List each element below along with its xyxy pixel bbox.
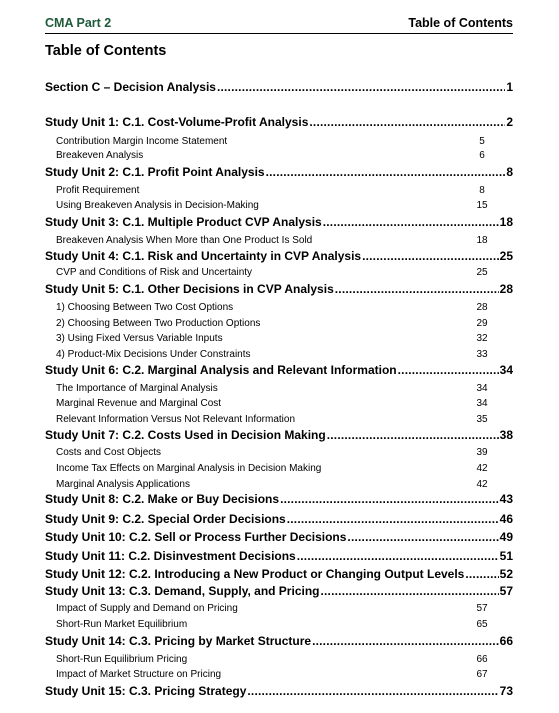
toc-entry-label: Section C – Decision Analysis [45,80,216,94]
dot-leader [323,215,499,229]
running-header [45,16,513,34]
toc-entry-page-number: 46 [499,512,513,526]
toc-entry-label: Breakeven Analysis [56,150,144,161]
toc-entry-minor[interactable] [45,150,513,161]
toc-entry-major[interactable] [45,215,513,229]
toc-entry-minor[interactable] [45,136,513,147]
page-title: Table of Contents [45,43,167,59]
toc-entry-page-number: 66 [476,654,488,665]
toc-entry-label: Impact of Market Structure on Pricing [56,669,222,680]
toc-entry-label: Relevant Information Versus Not Relevant Information [56,414,296,425]
toc-entry-minor[interactable] [45,200,513,211]
toc-entry-minor[interactable] [45,479,513,490]
toc-entry-page-number: 8 [506,165,513,179]
toc-entry-page-number: 25 [499,249,513,263]
toc-entry-page-number: 51 [499,549,513,563]
toc-entry-major[interactable] [45,363,513,377]
toc-entry-page-number: 57 [499,584,513,598]
toc-entry-page-number: 25 [476,267,488,278]
toc-entry-minor[interactable] [45,318,513,329]
header-course-name: CMA Part 2 [45,16,112,30]
toc-entry-minor[interactable] [45,447,513,458]
toc-entry-label: CVP and Conditions of Risk and Uncertainty [56,267,253,278]
toc-entry-major[interactable] [45,80,513,94]
toc-entry-label: Study Unit 7: C.2. Costs Used in Decision Making [45,428,326,442]
toc-entry-label: Breakeven Analysis When More than One Product Is Sold [56,235,313,246]
toc-entry-label: Income Tax Effects on Marginal Analysis in Decision Making [56,463,322,474]
toc-entry-page-number: 42 [476,463,488,474]
toc-entry-minor[interactable] [45,267,513,278]
toc-entry-label: Marginal Analysis Applications [56,479,190,490]
toc-entry-minor[interactable] [45,414,513,425]
dot-leader [297,549,499,563]
toc-entry-page-number: 66 [499,634,513,648]
toc-entry-label: 4) Product-Mix Decisions Under Constraints [56,349,251,360]
toc-entry-label: Impact of Supply and Demand on Pricing [56,603,238,614]
toc-entry-label: Costs and Cost Objects [56,447,162,458]
toc-entry-label: Short-Run Equilibrium Pricing [56,654,188,665]
toc-entry-page-number: 43 [499,492,513,506]
toc-entry-page-number: 67 [476,669,488,680]
dot-leader [347,530,498,544]
toc-entry-label: Study Unit 14: C.3. Pricing by Market Structure [45,634,312,648]
toc-entry-page-number: 1 [506,80,513,94]
toc-entry-label: The Importance of Marginal Analysis [56,383,218,394]
toc-entry-minor[interactable] [45,669,513,680]
dot-leader [320,584,498,598]
toc-entry-minor[interactable] [45,185,513,196]
toc-entry-major[interactable] [45,512,513,526]
toc-entry-page-number: 34 [476,383,488,394]
toc-entry-major[interactable] [45,549,513,563]
toc-entry-label: Study Unit 8: C.2. Make or Buy Decisions [45,492,280,506]
toc-entry-major[interactable] [45,530,513,544]
dot-leader [312,634,499,648]
toc-entry-major[interactable] [45,684,513,698]
toc-entry-page-number: 57 [476,603,488,614]
toc-entry-label: Study Unit 3: C.1. Multiple Product CVP Analysis [45,215,322,229]
toc-entry-page-number: 49 [499,530,513,544]
toc-entry-label: Marginal Revenue and Marginal Cost [56,398,222,409]
header-section-name: Table of Contents [408,16,513,30]
dot-leader [217,80,505,94]
toc-entry-page-number: 18 [499,215,513,229]
dot-leader [247,684,498,698]
toc-entry-page-number: 5 [479,136,485,147]
toc-entry-label: Study Unit 6: C.2. Marginal Analysis and Relevant Information [45,363,397,377]
toc-entry-major[interactable] [45,428,513,442]
toc-entry-label: Study Unit 10: C.2. Sell or Process Further Decisions [45,530,347,544]
toc-entry-page-number: 42 [476,479,488,490]
toc-entry-minor[interactable] [45,398,513,409]
toc-entry-minor[interactable] [45,654,513,665]
toc-entry-page-number: 28 [499,282,513,296]
toc-entry-major[interactable] [45,584,513,598]
dot-leader [398,363,499,377]
toc-entry-label: Study Unit 2: C.1. Profit Point Analysis [45,165,265,179]
toc-entry-page-number: 32 [476,333,488,344]
toc-entry-page-number: 38 [499,428,513,442]
toc-entry-label: Profit Requirement [56,185,140,196]
dot-leader [335,282,499,296]
toc-entry-minor[interactable] [45,619,513,630]
toc-entry-label: Using Breakeven Analysis in Decision-Making [56,200,259,211]
toc-entry-label: Short-Run Market Equilibrium [56,619,188,630]
dot-leader [280,492,499,506]
toc-entry-label: Study Unit 5: C.1. Other Decisions in CVP Analysis [45,282,334,296]
toc-entry-page-number: 73 [499,684,513,698]
dot-leader [327,428,499,442]
dot-leader [465,567,498,581]
toc-entry-label: Study Unit 1: C.1. Cost-Volume-Profit Analysis [45,115,309,129]
toc-entry-page-number: 35 [476,414,488,425]
toc-entry-page-number: 28 [476,302,488,313]
dot-leader [266,165,506,179]
toc-entry-page-number: 34 [499,363,513,377]
toc-entry-major[interactable] [45,249,513,263]
toc-entry-minor[interactable] [45,383,513,394]
toc-entry-label: Study Unit 4: C.1. Risk and Uncertainty in CVP Analysis [45,249,362,263]
toc-entry-minor[interactable] [45,463,513,474]
toc-entry-major[interactable] [45,634,513,648]
toc-entry-label: Contribution Margin Income Statement [56,136,228,147]
toc-entry-page-number: 18 [476,235,488,246]
toc-entry-page-number: 65 [476,619,488,630]
toc-entry-page-number: 2 [506,115,513,129]
toc-entry-page-number: 39 [476,447,488,458]
document-page [45,0,513,713]
toc-entry-major[interactable] [45,282,513,296]
toc-entry-label: Study Unit 13: C.3. Demand, Supply, and Pricing [45,584,320,598]
toc-entry-page-number: 8 [479,185,485,196]
toc-entry-label: 2) Choosing Between Two Production Options [56,318,261,329]
dot-leader [287,512,499,526]
toc-entry-page-number: 6 [479,150,485,161]
toc-entry-major[interactable] [45,492,513,506]
toc-entry-minor[interactable] [45,235,513,246]
toc-entry-minor[interactable] [45,349,513,360]
toc-entry-major[interactable] [45,115,513,129]
toc-entry-label: 3) Using Fixed Versus Variable Inputs [56,333,223,344]
toc-entry-minor[interactable] [45,302,513,313]
toc-entry-label: Study Unit 15: C.3. Pricing Strategy [45,684,247,698]
toc-entry-minor[interactable] [45,603,513,614]
toc-entry-page-number: 15 [476,200,488,211]
toc-entry-major[interactable] [45,165,513,179]
toc-entry-page-number: 33 [476,349,488,360]
dot-leader [362,249,499,263]
toc-entry-label: Study Unit 12: C.2. Introducing a New Product or Changing Output Levels [45,567,465,581]
toc-entry-label: Study Unit 11: C.2. Disinvestment Decisions [45,549,296,563]
toc-entry-label: 1) Choosing Between Two Cost Options [56,302,234,313]
toc-entry-major[interactable] [45,567,513,581]
toc-entry-page-number: 52 [499,567,513,581]
toc-entry-page-number: 34 [476,398,488,409]
toc-entry-minor[interactable] [45,333,513,344]
toc-entry-label: Study Unit 9: C.2. Special Order Decisions [45,512,286,526]
toc-entry-page-number: 29 [476,318,488,329]
dot-leader [309,115,505,129]
